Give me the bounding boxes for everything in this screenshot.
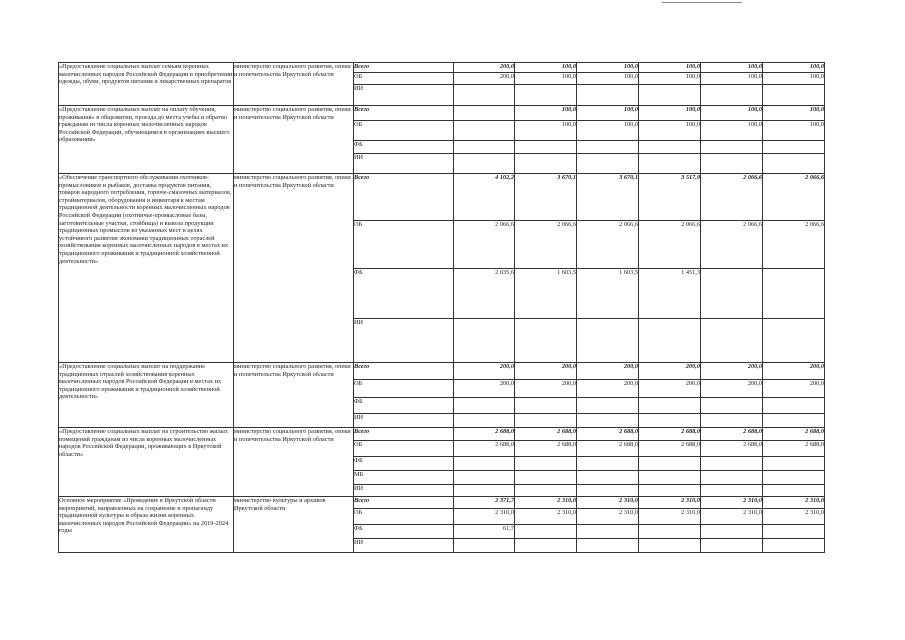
- amount-cell: 200,0: [454, 380, 515, 398]
- amount-cell: [454, 154, 515, 174]
- amount-cell: [701, 414, 763, 428]
- funding-source: ОБ: [354, 73, 454, 85]
- table-row: [59, 174, 825, 221]
- top-edge-mark: [662, 2, 742, 3]
- amount-cell: 2 066,6: [454, 221, 515, 269]
- measure-description: «Предоставление социальных выплат семьям коренных малочисленных народов Российской Федерации в приобретении одежды, обуви, продуктов питания и лекарственных препаратов: [59, 63, 234, 106]
- amount-cell: 200,0: [639, 380, 701, 398]
- amount-cell: 100,0: [515, 73, 577, 85]
- amount-cell: [515, 471, 577, 485]
- amount-cell: 200,0: [454, 363, 515, 380]
- amount-cell: 200,0: [701, 380, 763, 398]
- amount-cell: 100,0: [763, 73, 825, 85]
- amount-cell: 4 102,2: [454, 174, 515, 221]
- amount-cell: 100,0: [577, 106, 639, 121]
- amount-cell: [515, 457, 577, 471]
- amount-cell: 100,0: [639, 63, 701, 73]
- amount-cell: 3 517,9: [639, 174, 701, 221]
- amount-cell: 100,0: [577, 73, 639, 85]
- amount-cell: [763, 471, 825, 485]
- amount-cell: 100,0: [763, 63, 825, 73]
- program-table: [58, 62, 825, 553]
- measure-description: «Предоставление социальных выплат на оплату обучения, проживания» в общежитии, проезда до места учебы и обратно гражданам из числа коренных малочисленных народов Российской Федерации, обучающимся в организациях высшего образования»: [59, 106, 234, 174]
- amount-cell: [454, 141, 515, 154]
- responsible-executor: министерство социального развития, опеки и попечительства Иркутской области: [234, 174, 354, 363]
- amount-cell: 2 688,0: [454, 441, 515, 457]
- amount-cell: 100,0: [763, 106, 825, 121]
- funding-source: ОБ: [354, 509, 454, 525]
- amount-cell: 100,0: [639, 73, 701, 85]
- amount-cell: [701, 154, 763, 174]
- amount-cell: [454, 485, 515, 497]
- funding-source: ФБ: [354, 457, 454, 471]
- amount-cell: [515, 154, 577, 174]
- amount-cell: [515, 141, 577, 154]
- amount-cell: 200,0: [763, 363, 825, 380]
- amount-cell: [577, 85, 639, 106]
- amount-cell: [577, 485, 639, 497]
- amount-cell: 2 310,0: [577, 509, 639, 525]
- amount-cell: 2 688,0: [577, 441, 639, 457]
- amount-cell: 1 451,3: [639, 269, 701, 319]
- amount-cell: 2 688,0: [454, 428, 515, 441]
- measure-description: «Предоставление социальных выплат на поддержание традиционных отраслей хозяйствования коренных малочисленных народов Российской Федерации в местах их традиционного проживания и традиционной хозяйственной деятельности»: [59, 363, 234, 428]
- amount-cell: 2 688,0: [763, 441, 825, 457]
- funding-source: Всего: [354, 174, 454, 221]
- table-row: [59, 363, 825, 380]
- amount-cell: [763, 414, 825, 428]
- amount-cell: [454, 319, 515, 363]
- amount-cell: 2 066,6: [763, 174, 825, 221]
- amount-cell: 2 688,0: [515, 428, 577, 441]
- amount-cell: 100,0: [577, 63, 639, 73]
- amount-cell: [577, 539, 639, 553]
- amount-cell: [763, 398, 825, 414]
- amount-cell: [701, 319, 763, 363]
- amount-cell: [763, 485, 825, 497]
- amount-cell: 2 310,0: [515, 509, 577, 525]
- funding-source: ИИ: [354, 414, 454, 428]
- amount-cell: 100,0: [701, 121, 763, 141]
- amount-cell: [701, 85, 763, 106]
- responsible-executor: министерство социального развития, опеки и попечительства Иркутской области: [234, 363, 354, 428]
- amount-cell: [454, 471, 515, 485]
- amount-cell: 100,0: [701, 106, 763, 121]
- amount-cell: 200,0: [763, 380, 825, 398]
- funding-source: ИИ: [354, 485, 454, 497]
- amount-cell: [577, 525, 639, 539]
- amount-cell: [454, 121, 515, 141]
- amount-cell: [701, 141, 763, 154]
- amount-cell: 2 310,0: [701, 509, 763, 525]
- amount-cell: 200,0: [577, 363, 639, 380]
- amount-cell: 2 310,0: [639, 509, 701, 525]
- funding-source: Всего: [354, 63, 454, 73]
- amount-cell: 2 688,0: [701, 428, 763, 441]
- amount-cell: 200,0: [515, 380, 577, 398]
- amount-cell: 2 310,0: [639, 497, 701, 509]
- amount-cell: [454, 414, 515, 428]
- responsible-executor: министерство культуры и архивов Иркутской области: [234, 497, 354, 553]
- amount-cell: 2 310,0: [454, 509, 515, 525]
- amount-cell: 200,0: [639, 363, 701, 380]
- amount-cell: 2 688,0: [639, 441, 701, 457]
- amount-cell: [515, 414, 577, 428]
- amount-cell: [454, 457, 515, 471]
- amount-cell: 1 603,5: [515, 269, 577, 319]
- amount-cell: 100,0: [701, 73, 763, 85]
- amount-cell: 2 066,6: [701, 174, 763, 221]
- amount-cell: 100,0: [515, 121, 577, 141]
- amount-cell: 200,0: [454, 73, 515, 85]
- amount-cell: 3 670,1: [577, 174, 639, 221]
- funding-source: ФБ: [354, 398, 454, 414]
- amount-cell: [577, 319, 639, 363]
- amount-cell: [701, 471, 763, 485]
- amount-cell: [454, 398, 515, 414]
- funding-source: ОБ: [354, 441, 454, 457]
- amount-cell: 200,0: [515, 363, 577, 380]
- amount-cell: 2 310,0: [515, 497, 577, 509]
- amount-cell: [577, 398, 639, 414]
- table-row: [59, 106, 825, 121]
- amount-cell: [515, 85, 577, 106]
- funding-source: Всего: [354, 428, 454, 441]
- amount-cell: 2 066,6: [763, 221, 825, 269]
- amount-cell: 2 066,6: [577, 221, 639, 269]
- amount-cell: [763, 154, 825, 174]
- amount-cell: [639, 414, 701, 428]
- amount-cell: [515, 398, 577, 414]
- amount-cell: [515, 539, 577, 553]
- amount-cell: 2 310,0: [701, 497, 763, 509]
- funding-source: Всего: [354, 363, 454, 380]
- amount-cell: [454, 106, 515, 121]
- measure-description: «Предоставление социальных выплат на строительство жилых помещений гражданам из числа коренных малочисленных народов Российской Федерации, проживающих в Иркутской области»: [59, 428, 234, 497]
- amount-cell: [701, 485, 763, 497]
- amount-cell: [639, 141, 701, 154]
- amount-cell: [701, 269, 763, 319]
- funding-source: ОБ: [354, 121, 454, 141]
- responsible-executor: министерство социального развития, опеки и попечительства Иркутской области: [234, 106, 354, 174]
- funding-source: ФБ: [354, 269, 454, 319]
- responsible-executor: министерство социального развития, опеки и попечительства Иркутской области: [234, 63, 354, 106]
- funding-source: ФБ: [354, 141, 454, 154]
- amount-cell: [763, 85, 825, 106]
- funding-source: ФБ: [354, 525, 454, 539]
- amount-cell: [639, 85, 701, 106]
- measure-description: «Обеспечение транспортного обслуживания охотников-промысловиков и рыбаков, доставка продуктов питания, товаров народного потребления, горюче-смазочных материалов, стройматериалов, оборудования и инвентаря к местам традиционной деятельности коренных малочисленных народов Российской Федерации (охотничье-промысловые базы, заготовительные участки, стойбища) и вывоза продукции традиционных промыслов из указанных мест в целях устойчивого развития экономики традиционных отраслей хозяйствования коренных малочисленных народов в местах их традиционного проживания и традиционной хозяйственной деятельности»: [59, 174, 234, 363]
- amount-cell: [763, 539, 825, 553]
- amount-cell: [701, 457, 763, 471]
- responsible-executor: министерство социального развития, опеки и попечительства Иркутской области: [234, 428, 354, 497]
- amount-cell: [577, 154, 639, 174]
- amount-cell: [763, 525, 825, 539]
- amount-cell: 200,0: [701, 363, 763, 380]
- amount-cell: [639, 319, 701, 363]
- amount-cell: [454, 85, 515, 106]
- amount-cell: [639, 525, 701, 539]
- amount-cell: 2 688,0: [639, 428, 701, 441]
- amount-cell: [639, 398, 701, 414]
- amount-cell: 2 066,6: [639, 221, 701, 269]
- amount-cell: [639, 471, 701, 485]
- amount-cell: 100,0: [639, 121, 701, 141]
- amount-cell: 100,0: [763, 121, 825, 141]
- amount-cell: 200,0: [577, 380, 639, 398]
- table-row: [59, 63, 825, 73]
- amount-cell: [639, 457, 701, 471]
- amount-cell: [577, 141, 639, 154]
- funding-source: ИИ: [354, 85, 454, 106]
- amount-cell: 200,0: [454, 63, 515, 73]
- amount-cell: [701, 539, 763, 553]
- amount-cell: [701, 398, 763, 414]
- amount-cell: 2 066,6: [701, 221, 763, 269]
- amount-cell: 2 310,0: [577, 497, 639, 509]
- funding-source: ИИ: [354, 539, 454, 553]
- amount-cell: 100,0: [515, 106, 577, 121]
- amount-cell: [763, 269, 825, 319]
- amount-cell: [577, 471, 639, 485]
- amount-cell: 2 066,6: [515, 221, 577, 269]
- amount-cell: [515, 319, 577, 363]
- amount-cell: 100,0: [577, 121, 639, 141]
- amount-cell: 2 310,0: [763, 509, 825, 525]
- funding-source: ОБ: [354, 380, 454, 398]
- funding-source: ИИ: [354, 154, 454, 174]
- funding-source: Всего: [354, 497, 454, 509]
- amount-cell: 2 310,0: [763, 497, 825, 509]
- amount-cell: [763, 457, 825, 471]
- amount-cell: 2 688,0: [701, 441, 763, 457]
- amount-cell: [515, 485, 577, 497]
- amount-cell: [577, 457, 639, 471]
- amount-cell: 3 670,1: [515, 174, 577, 221]
- funding-source: ИИ: [354, 319, 454, 363]
- amount-cell: 100,0: [515, 63, 577, 73]
- amount-cell: [763, 141, 825, 154]
- amount-cell: 2 688,0: [515, 441, 577, 457]
- funding-source: Всего: [354, 106, 454, 121]
- funding-source: ОБ: [354, 221, 454, 269]
- amount-cell: 100,0: [701, 63, 763, 73]
- funding-source: МБ: [354, 471, 454, 485]
- amount-cell: 2 688,0: [577, 428, 639, 441]
- amount-cell: 2 688,0: [763, 428, 825, 441]
- amount-cell: 2 035,6: [454, 269, 515, 319]
- table-row: [59, 428, 825, 441]
- amount-cell: 2 371,7: [454, 497, 515, 509]
- table-row: [59, 497, 825, 509]
- amount-cell: 61,7: [454, 525, 515, 539]
- amount-cell: [639, 539, 701, 553]
- measure-description: Основное мероприятие «Проведение в Иркутской области мероприятий, направленных на сохранение и пропаганду традиционной культуры и образа жизни коренных малочисленных народов Российской Федерации» на 2019-2024 годы: [59, 497, 234, 553]
- amount-cell: [763, 319, 825, 363]
- amount-cell: 1 603,5: [577, 269, 639, 319]
- amount-cell: [515, 525, 577, 539]
- amount-cell: [639, 154, 701, 174]
- amount-cell: 100,0: [639, 106, 701, 121]
- amount-cell: [454, 539, 515, 553]
- amount-cell: [577, 414, 639, 428]
- amount-cell: [639, 485, 701, 497]
- amount-cell: [701, 525, 763, 539]
